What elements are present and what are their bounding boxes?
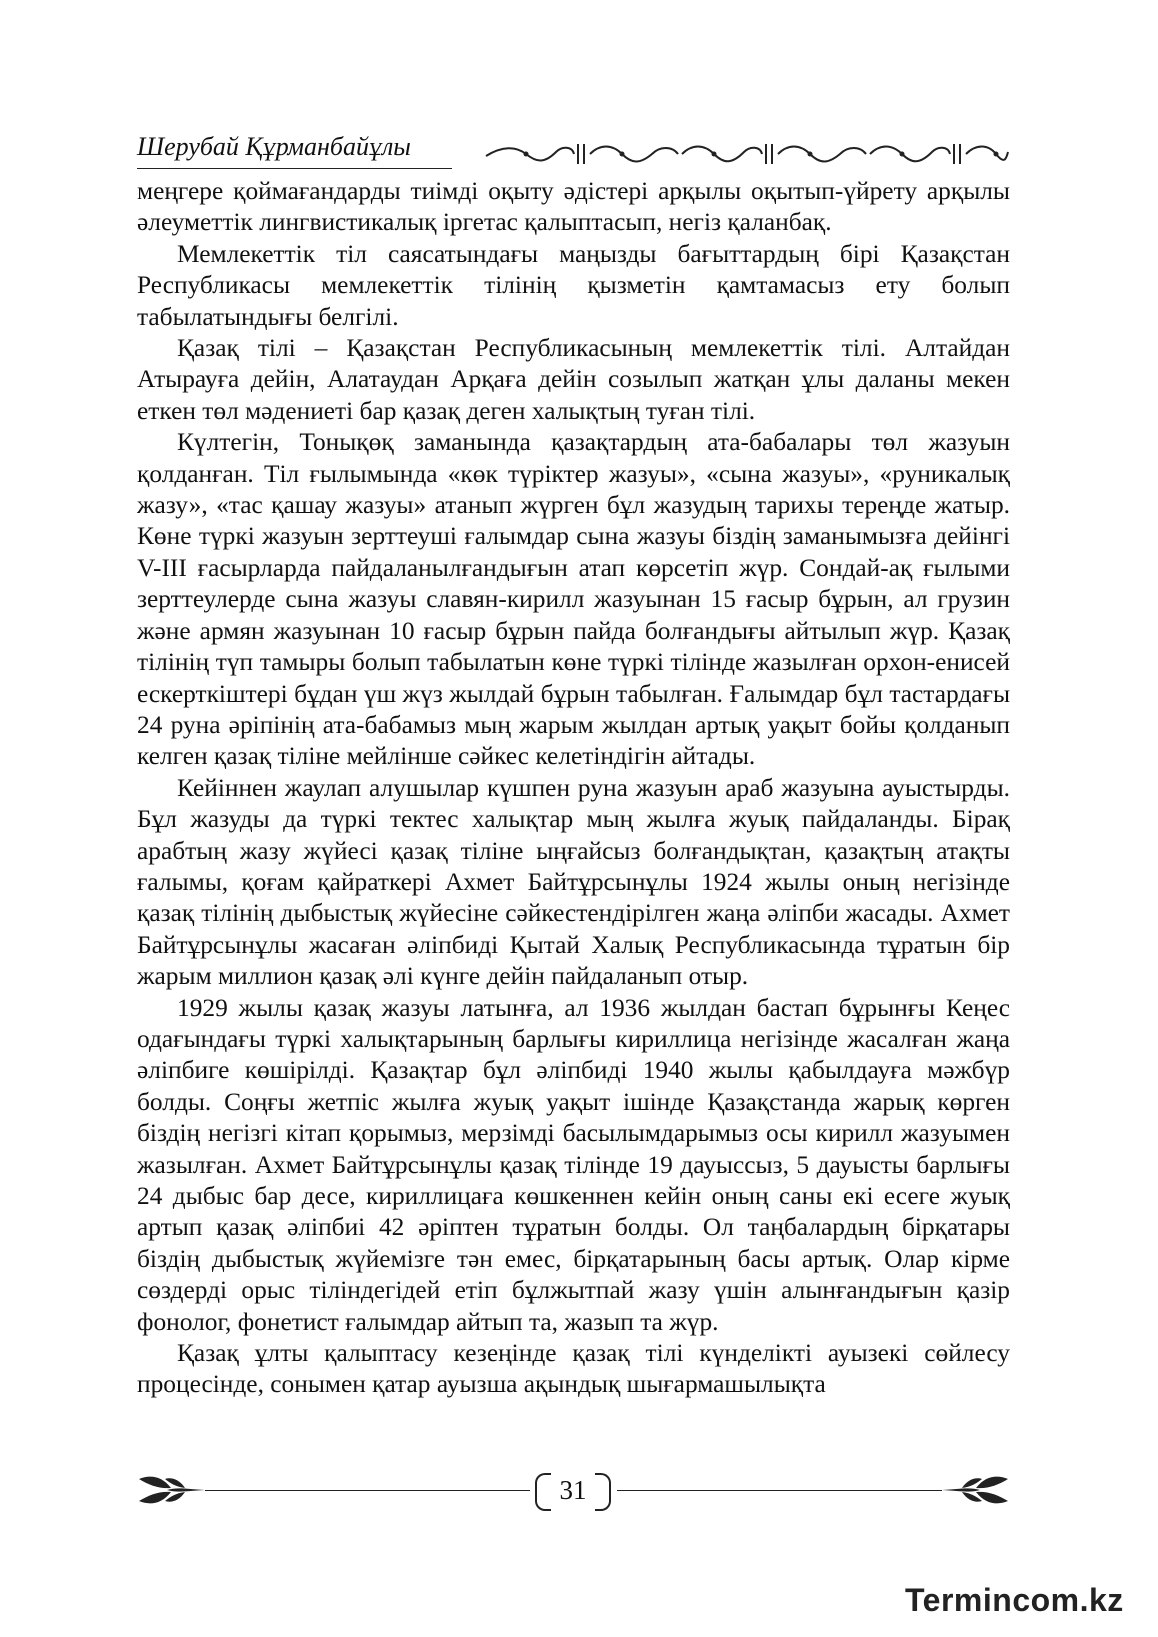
page-number-bracket-left <box>535 1473 551 1511</box>
running-header-author: Шерубай Құрманбайұлы <box>137 132 411 161</box>
leaf-ornament-icon <box>137 1473 207 1507</box>
site-watermark: Termincom.kz <box>905 1582 1124 1618</box>
page-number-bracket-right <box>595 1473 611 1511</box>
paragraph: меңгере қоймағандарды тиімді оқыту әдістері арқылы оқытып-үйрету арқылы әлеуметтік лингвистикалық іргетас қалыптасып, негіз қаланбақ. <box>137 177 1010 237</box>
paragraph: Қазақ тілі – Қазақстан Республикасының мемлекеттік тілі. Алтайдан Атырауға дейін, Алатаудан Арқаға дейін созылып жатқан ұлы даланы мекен еткен төл мәдениеті бар қазақ деген халықтың туған тілі. <box>137 334 1010 425</box>
paragraph: Кейіннен жаулап алушылар күшпен руна жазуын араб жазуына ауыстырды. Бұл жазуды да түркі тектес халықтар мың жылға жуық пайдаланды. Бірақ арабтың жазу жүйесі қазақ тіліне ыңғайсыз болғандықтан, қазақтың атақты ғалымы, қоғам қайраткері Ахмет Байтұрсынұлы 1924 жылы оның негізінде қазақ тілінің дыбыстық жүйесіне сәйкестендірілген жаңа әліпби жасады. Ахмет Байтұрсынұлы жасаған әліпбиді Қытай Халық Республикасында тұратын бір жарым миллион қазақ әлі күнге дейін пайдаланып отыр. <box>137 773 1010 991</box>
page-number <box>535 1471 611 1509</box>
paragraph: Мемлекеттік тіл саясатындағы маңызды бағыттардың бірі Қазақстан Республикасы мемлекеттік тілінің қызметін қамтамасыз ету болып табылатындығы белгілі. <box>137 239 1010 331</box>
paragraph: 1929 жылы қазақ жазуы латынға, ал 1936 жылдан бастап бұрынғы Кеңес одағындағы түркі халықтарының барлығы кириллица негізінде жасалған жаңа әліпбиге көшірілді. Қазақтар бұл әліпбиді 1940 жылы қабылдауға мәжбүр болды. Соңғы жетпіс жылға жуық уақыт ішінде Қазақстанда жарық көрген біздің негізгі кітап қорымыз, мерзімді басылымдарымыз осы кирилл жазуымен жазылған. Ахмет Байтұрсынұлы қазақ тілінде 19 дауыссыз, 5 дауысты барлығы 24 дыбыс бар десе, кириллицаға көшкеннен кейін оның саны екі есеге жуық артып қазақ әліпбиі 42 әріптен тұратын болды. Ол таңбалардың бірқатары біздің дыбыстық жүйемізге тән емес, бірқатарының басы артық. Олар кірме сөздерді орыс тіліндегідей етіп бұлжытпай жазу үшін алынғандығын қазір фонолог, фонетист ғалымдар айтып та, жазып та жүр. <box>137 993 1010 1336</box>
scroll-ornament-icon <box>482 138 1010 168</box>
paragraph: Күлтегін, Тонықөқ заманында қазақтардың ата-бабалары төл жазуын қолданған. Тіл ғылымында «көк түріктер жазуы», «сына жазуы», «руникалық жазу», «тас қашау жазуы» атанып жүрген бұл жазудың тарихы тереңде жатыр. Көне түркі жазуын зерттеуші ғалымдар сына жазуы біздің заманымызға дейінгі V-III ғасырларда пайдаланылғандығын атап көрсетіп жүр. Сондай-ақ ғылыми зерттеулерде сына жазуы славян-кирилл жазуынан 15 ғасыр бұрын, ал грузин және армян жазуынан 10 ғасыр бұрын пайда болғандығы айтылып жүр. Қазақ тілінің түп тамыры болып табылатын көне түркі тілінде жазылған орхон-енисей ескерткіштері бұдан үш жүз жылдай бұрын табылған. Ғалымдар бұл тастардағы 24 руна әріпінің ата-бабамыз мың жарым жылдан артық уақыт бойы қолданып келген қазақ тіліне мейлінше сәйкес келетіндігін айтады. <box>137 428 1010 771</box>
main-text <box>137 176 1010 1401</box>
running-header <box>137 128 1010 170</box>
footer-rule-right <box>617 1490 942 1491</box>
header-rule <box>137 168 452 169</box>
page-footer <box>137 1467 1010 1517</box>
paragraph: Қазақ ұлты қалыптасу кезеңінде қазақ тілі күнделікті ауызекі сөйлесу процесінде, сонымен қатар ауызша ақындық шығармашылықта <box>137 1339 1010 1399</box>
page-number-value: 31 <box>559 1475 587 1505</box>
footer-rule-left <box>205 1490 530 1491</box>
leaf-ornament-icon <box>940 1473 1010 1507</box>
